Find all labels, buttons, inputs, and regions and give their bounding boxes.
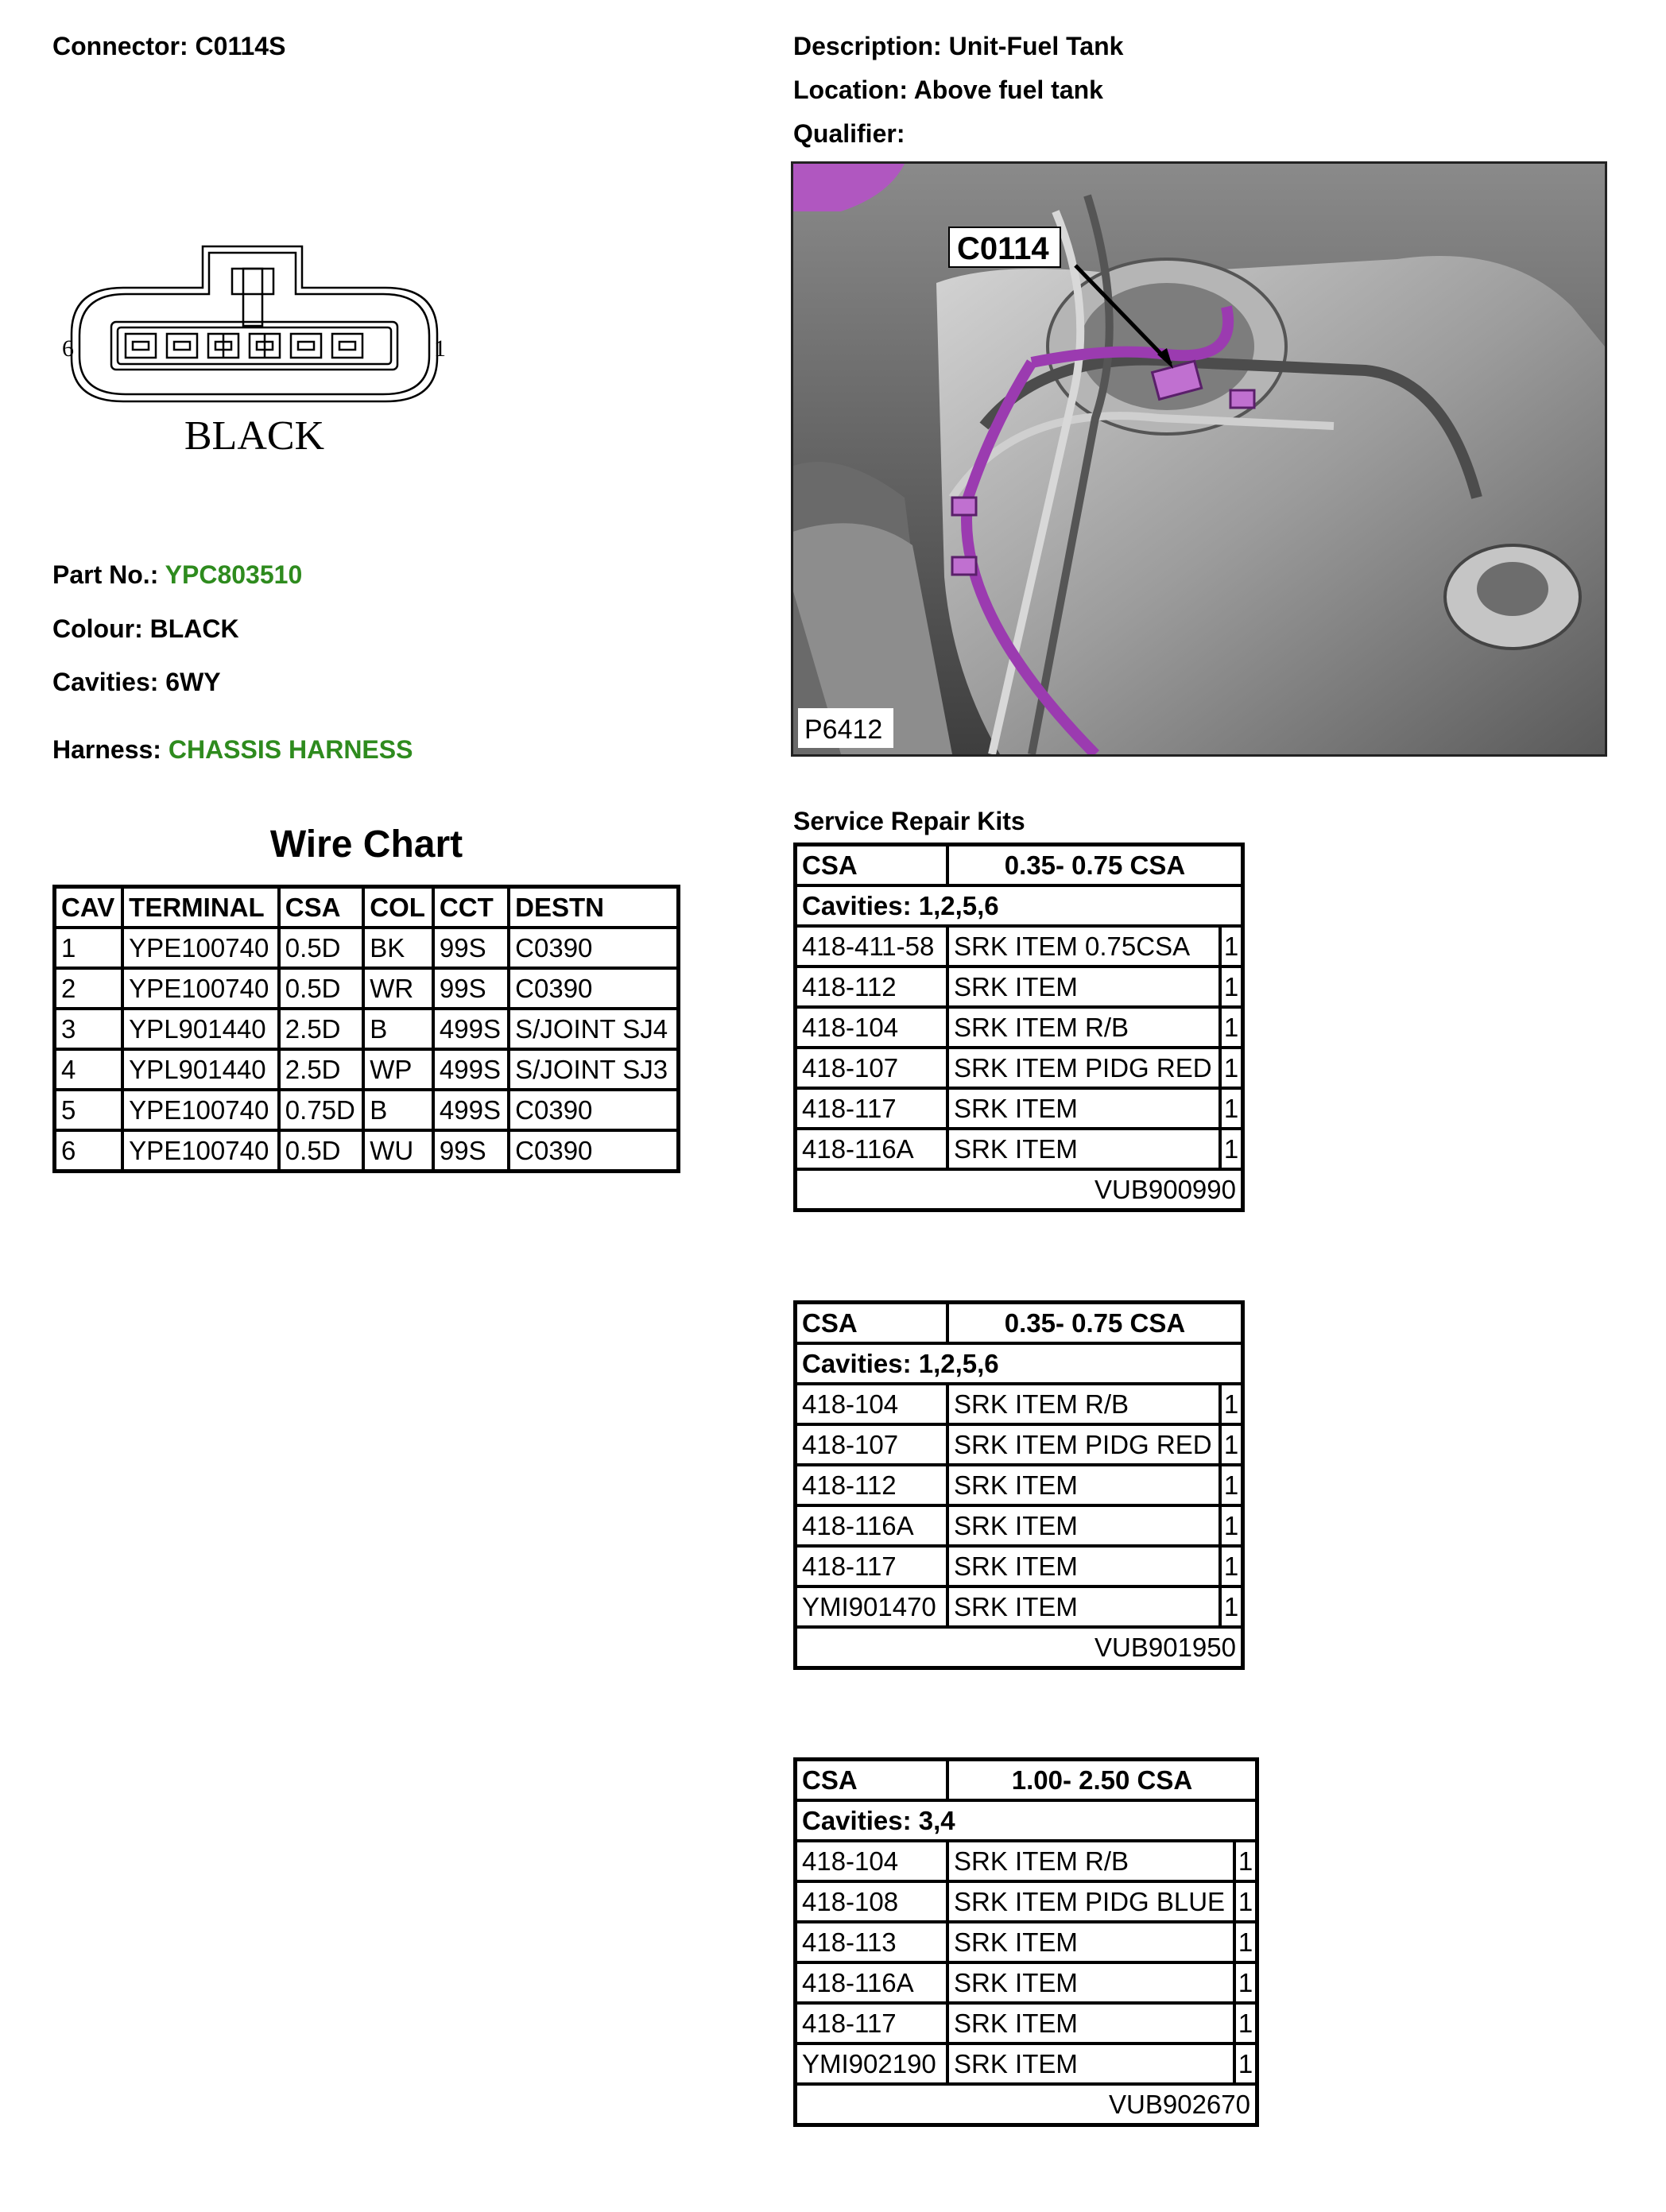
cell: YPE100740 [122,968,279,1009]
colour-label: Colour: [52,614,143,643]
cell: WR [363,968,433,1009]
header-csa: CSA [279,887,363,928]
cell: 499S [433,1049,509,1090]
cell: 99S [433,968,509,1009]
description-value: Unit-Fuel Tank [948,32,1124,60]
kit-csa-label: CSA [796,1760,948,1801]
cell: WP [363,1049,433,1090]
cell: 0.5D [279,928,363,968]
location-line [793,76,1103,105]
kit-qty: 1 [1220,1129,1243,1169]
service-kit-table-1 [793,843,1245,1212]
wire-chart-header-row [55,887,679,928]
table-row [55,1049,679,1090]
kit-csa-range: 0.35- 0.75 CSA [947,845,1243,886]
connector-colour-text: BLACK [184,413,325,459]
kit-desc: SRK ITEM [947,1129,1220,1169]
kit-part: 418-116A [796,1129,948,1169]
kit-desc: SRK ITEM [947,1088,1220,1129]
table-row [796,1841,1257,1881]
cell: 1 [55,928,123,968]
wire-chart-title: Wire Chart [269,823,463,866]
kit-desc: SRK ITEM [947,1586,1220,1627]
kit-desc: SRK ITEM [947,1546,1220,1586]
cell: 99S [433,1130,509,1172]
kit-qty: 1 [1220,1424,1243,1465]
kit-desc: SRK ITEM [947,2003,1234,2043]
connector-value: C0114S [195,32,286,60]
table-row [796,926,1243,967]
service-kit-table-2 [793,1300,1245,1670]
harness-line [52,735,413,765]
kit-qty: 1 [1220,1465,1243,1505]
location-label: Location: [793,76,908,104]
kit-cavities: Cavities: 1,2,5,6 [796,1343,1243,1384]
table-row [796,1007,1243,1048]
kit-desc: SRK ITEM [947,2043,1234,2084]
part-no-line [52,560,302,590]
cell: WU [363,1130,433,1172]
harness-value[interactable]: CHASSIS HARNESS [168,735,413,764]
connector-label: Connector: [52,32,188,60]
cell: 0.5D [279,1130,363,1172]
kit-cavities: Cavities: 3,4 [796,1800,1257,1841]
kit-qty: 1 [1220,1007,1243,1048]
cell: 0.5D [279,968,363,1009]
table-row [796,2043,1257,2084]
table-row [796,1465,1243,1505]
kit-qty: 1 [1220,1505,1243,1546]
cell: 99S [433,928,509,968]
kit-desc: SRK ITEM PIDG RED [947,1048,1220,1088]
kit-qty: 1 [1220,926,1243,967]
kit-desc: SRK ITEM PIDG BLUE [947,1881,1234,1922]
kit-part: 418-104 [796,1007,948,1048]
table-row [796,1881,1257,1922]
kit-qty: 1 [1220,1384,1243,1424]
kit-desc: SRK ITEM R/B [947,1841,1234,1881]
kit-cavities: Cavities: 1,2,5,6 [796,885,1243,926]
kit-part: 418-411-58 [796,926,948,967]
cell: 4 [55,1049,123,1090]
location-value: Above fuel tank [913,76,1103,104]
cell: C0390 [509,928,678,968]
kit-desc: SRK ITEM [947,1962,1234,2003]
kit-qty: 1 [1234,2043,1257,2084]
location-photo [791,161,1607,757]
wire-chart-table [52,885,680,1173]
kit-part: 418-117 [796,2003,948,2043]
kit-qty: 1 [1234,2003,1257,2043]
cavity-marks [126,334,362,358]
description-line [793,32,1123,61]
cell: 2.5D [279,1009,363,1049]
harness-label: Harness: [52,735,161,764]
kit-desc: SRK ITEM [947,1465,1220,1505]
part-no-value[interactable]: YPC803510 [165,560,303,589]
table-row [55,928,679,968]
fuel-tank-illustration [793,164,1605,754]
cell: YPE100740 [122,1090,279,1130]
kit-qty: 1 [1220,1546,1243,1586]
kit-qty: 1 [1220,967,1243,1007]
pin-right-number: 1 [434,335,446,362]
kit-qty: 1 [1234,1962,1257,2003]
kit-qty: 1 [1234,1922,1257,1962]
table-row [796,1922,1257,1962]
table-row [796,1048,1243,1088]
cell: 5 [55,1090,123,1130]
cell: 499S [433,1090,509,1130]
header-cct: CCT [433,887,509,928]
table-row [796,967,1243,1007]
kit-csa-range: 1.00- 2.50 CSA [947,1760,1257,1801]
header-destn: DESTN [509,887,678,928]
cell: 2.5D [279,1049,363,1090]
kit-qty: 1 [1234,1881,1257,1922]
cavities-value: 6WY [165,668,221,696]
kit-part: 418-116A [796,1962,948,2003]
cell: S/JOINT SJ4 [509,1009,678,1049]
kit-number: VUB902670 [796,2084,1257,2125]
kit-csa-range: 0.35- 0.75 CSA [947,1303,1243,1344]
cell: YPE100740 [122,1130,279,1172]
cavities-label: Cavities: [52,668,159,696]
kit-number: VUB900990 [796,1169,1243,1211]
table-row [796,1546,1243,1586]
table-row [796,1424,1243,1465]
kit-part: 418-116A [796,1505,948,1546]
header-col: COL [363,887,433,928]
table-row [55,1130,679,1172]
part-no-label: Part No.: [52,560,159,589]
table-row [796,1505,1243,1546]
kit-desc: SRK ITEM PIDG RED [947,1424,1220,1465]
colour-line [52,614,239,644]
service-kit-table-3 [793,1757,1259,2127]
kit-desc: SRK ITEM R/B [947,1384,1220,1424]
connector-face-diagram [56,238,453,469]
table-row [796,1962,1257,2003]
photo-reference: P6412 [804,715,883,745]
cell: BK [363,928,433,968]
pin-left-number: 6 [62,335,74,362]
kit-qty: 1 [1234,1841,1257,1881]
cell: YPL901440 [122,1009,279,1049]
description-label: Description: [793,32,942,60]
cell: 2 [55,968,123,1009]
cell: B [363,1009,433,1049]
table-row [55,1090,679,1130]
cell: YPE100740 [122,928,279,968]
header-cav: CAV [55,887,123,928]
kit-desc: SRK ITEM [947,967,1220,1007]
cell: 6 [55,1130,123,1172]
kit-qty: 1 [1220,1586,1243,1627]
table-row [796,2003,1257,2043]
kit-part: 418-104 [796,1384,948,1424]
kit-desc: SRK ITEM [947,1505,1220,1546]
kit-csa-label: CSA [796,845,948,886]
kit-part: 418-107 [796,1048,948,1088]
photo-callout-label: C0114 [957,231,1049,266]
qualifier-label: Qualifier: [793,119,905,148]
cell: 499S [433,1009,509,1049]
kit-part: 418-108 [796,1881,948,1922]
table-row [55,968,679,1009]
connector-line [52,32,285,61]
kit-part: 418-112 [796,1465,948,1505]
kit-part: YMI901470 [796,1586,948,1627]
cell: 3 [55,1009,123,1049]
kit-desc: SRK ITEM R/B [947,1007,1220,1048]
kit-part: 418-113 [796,1922,948,1962]
kit-csa-label: CSA [796,1303,948,1344]
kit-part: 418-117 [796,1546,948,1586]
kit-part: YMI902190 [796,2043,948,2084]
service-kits-title: Service Repair Kits [793,807,1025,835]
cell: YPL901440 [122,1049,279,1090]
kit-desc: SRK ITEM 0.75CSA [947,926,1220,967]
cavities-line [52,668,221,697]
kit-number: VUB901950 [796,1627,1243,1668]
kit-part: 418-107 [796,1424,948,1465]
cell: 0.75D [279,1090,363,1130]
table-row [55,1009,679,1049]
qualifier-line [793,119,905,149]
cell: S/JOINT SJ3 [509,1049,678,1090]
table-row [796,1384,1243,1424]
kit-desc: SRK ITEM [947,1922,1234,1962]
table-row [796,1586,1243,1627]
kit-qty: 1 [1220,1048,1243,1088]
cell: B [363,1090,433,1130]
kit-part: 418-117 [796,1088,948,1129]
table-row [796,1129,1243,1169]
cell: C0390 [509,1090,678,1130]
cell: C0390 [509,968,678,1009]
kit-qty: 1 [1220,1088,1243,1129]
kit-part: 418-104 [796,1841,948,1881]
table-row [796,1088,1243,1129]
kit-part: 418-112 [796,967,948,1007]
header-terminal: TERMINAL [122,887,279,928]
colour-value: BLACK [149,614,239,643]
cell: C0390 [509,1130,678,1172]
